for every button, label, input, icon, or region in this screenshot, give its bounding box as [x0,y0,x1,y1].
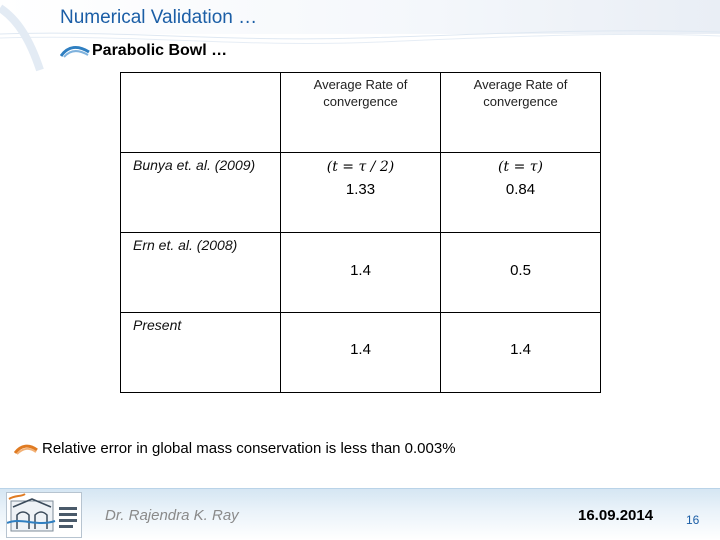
author-name: Dr. Rajendra K. Ray [105,507,239,524]
subtitle-row [60,41,227,61]
method-label: Bunya et. al. (2009) [133,157,256,173]
method-cell [121,153,281,233]
swoosh-bullet-icon [60,44,90,58]
table-header-cell [441,73,601,153]
time-step-label: (t = τ) [498,159,543,175]
section-subtitle: Parabolic Bowl … [92,42,228,59]
rate-value: 0.5 [510,262,531,279]
value-cell [281,313,441,393]
swoosh-bullet-icon [14,443,38,455]
value-cell [281,153,441,233]
rate-value: 1.4 [350,262,371,279]
mass-conservation-note: Relative error in global mass conservation is less than 0.003% [42,440,456,457]
rate-value: 1.4 [510,341,531,358]
page-number: 16 [686,513,700,527]
column-header: Average Rate of convergence [313,77,408,109]
value-cell [281,233,441,313]
method-label: Present [133,317,182,333]
note-row [14,440,456,457]
logo-graphic [7,493,81,537]
rate-value: 1.33 [345,181,376,198]
presentation-date: 16.09.2014 [578,507,654,524]
method-label: Ern et. al. (2008) [133,237,238,253]
method-cell [121,233,281,313]
column-header: Average Rate of convergence [473,77,568,109]
institute-logo [6,492,82,538]
rate-value: 1.4 [350,341,371,358]
table-row [121,153,601,233]
convergence-table [120,72,601,393]
empty-header-cell [121,73,281,153]
table-header-cell [281,73,441,153]
value-cell [441,313,601,393]
table-row [121,233,601,313]
rate-value: 0.84 [505,181,536,198]
value-cell [441,153,601,233]
method-cell [121,313,281,393]
time-step-label: (t = τ / 2) [326,159,395,175]
value-cell [441,233,601,313]
slide-title: Numerical Validation … [60,7,258,28]
table-row [121,313,601,393]
table-header-row [121,73,601,153]
